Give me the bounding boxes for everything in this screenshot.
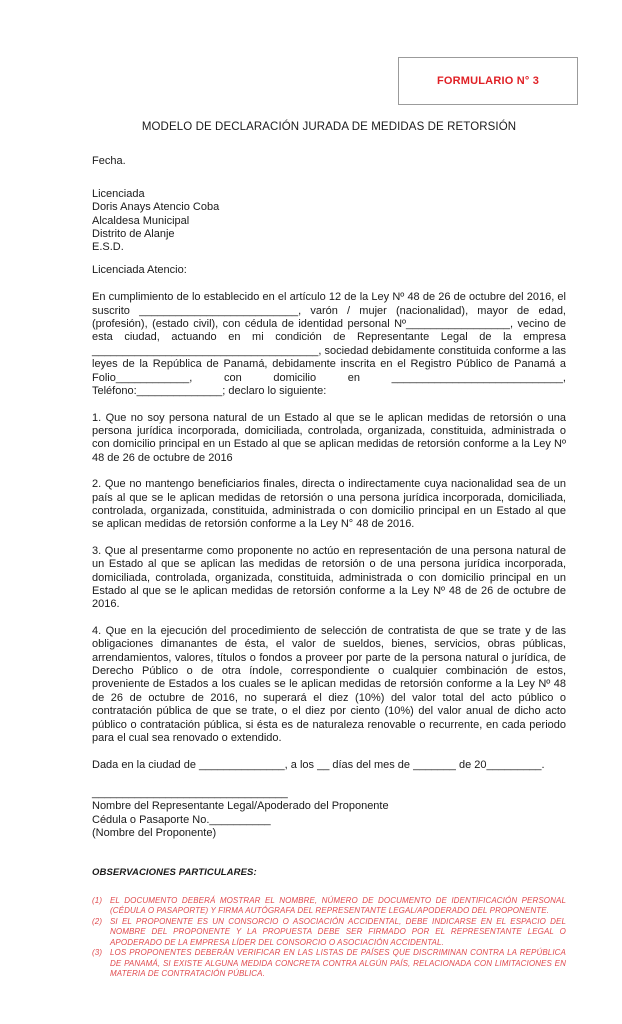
note-text: EL DOCUMENTO DEBERÁ MOSTRAR EL NOMBRE, NÚMERO DE DOCUMENTO DE IDENTIFICACIÓN PERSONAL (CÉDULA O PASAPORTE) Y FIRMA AUTÓGRAFA DEL REPRESENTANTE LEGAL/APODERADO DEL PROPONENTE. bbox=[110, 895, 566, 916]
recipient-line: Doris Anays Atencio Coba bbox=[92, 201, 220, 214]
closing-line: Dada en la ciudad de ______________, a los __ días del mes de _______ de 20_________. bbox=[92, 759, 545, 772]
note-text: SI EL PROPONENTE ES UN CONSORCIO O ASOCIACIÓN ACCIDENTAL, DEBE INDICARSE EN EL ESPACIO DEL NOMBRE DEL PROPONENTE Y LA PROPUESTA DEBE SER FIRMADO POR EL REPRESENTANTE LEGAL O APODERADO DE LA EMPRESA LÍDER DEL CONSORCIO O ASOCIACIÓN ACCIDENTAL. bbox=[110, 916, 566, 947]
note-number: (3) bbox=[92, 948, 103, 958]
note-number: (1) bbox=[92, 895, 103, 905]
declaration-paragraph-4: 4. Que en la ejecución del procedimiento de selección de contratista de que se trate y de las obligaciones dimanantes de ésta, el valor de sueldos, bienes, servicios, obras públicas, arrendamientos, valores, títulos o fondos a proveer por parte de la persona natural o jurídica, de Derecho Público o de otra índole, correspondiente o cualquier combinación de estos, proveniente de Estados a los cuales se le aplican medidas de retorsión conforme a la Ley Nº 48 de 26 de octubre de 2016, no superará el diez (10%) del valor total del acto público o contratación pública de que se trate, o el diez por ciento (10%) del valor anual de dicho acto público o contratación pública, si ésta es de naturaleza renovable o recurrente, en cada periodo para el cual sea renovado o extendido. bbox=[92, 624, 566, 745]
observations-notes bbox=[92, 896, 566, 980]
document-title: MODELO DE DECLARACIÓN JURADA DE MEDIDAS DE RETORSIÓN bbox=[141, 121, 517, 133]
recipient-block bbox=[92, 188, 566, 255]
observations-heading: OBSERVACIONES PARTICULARES: bbox=[92, 867, 257, 879]
observation-note bbox=[92, 896, 566, 917]
recipient-line: E.S.D. bbox=[92, 241, 124, 254]
signature-id-label: Cédula o Pasaporte No.__________ bbox=[92, 813, 271, 826]
note-number: (2) bbox=[92, 916, 103, 926]
recipient-line: Distrito de Alanje bbox=[92, 228, 175, 241]
intro-paragraph: En cumplimiento de lo establecido en el artículo 12 de la Ley Nº 48 de 26 de octubre del 2016, el suscrito __________________________, varón / mujer (nacionalidad), mayor de edad, (profesión), (estado civil), con cédula de identidad personal Nº_________________, vecino de esta ciudad, actuando en mi condición de Representante Legal de la empresa _____________________________________, sociedad debidamente constituida conforme a las leyes de la República de Panamá, debidamente inscrita en el Registro Público de Panamá a Folio____________, con domicilio en ____________________________, Teléfono:______________; declaro lo siguiente: bbox=[92, 291, 567, 398]
recipient-line: Alcaldesa Municipal bbox=[92, 214, 190, 227]
note-text: LOS PROPONENTES DEBERÁN VERIFICAR EN LAS LISTAS DE PAÍSES QUE DISCRIMINAN CONTRA LA REPÚBLICA DE PANAMÁ, SI EXISTE ALGUNA MEDIDA CONCRETA CONTRA ALGÚN PAÍS, RELACIONADA CON LIMITACIONES EN MATERIA DE CONTRATACIÓN PÚBLICA. bbox=[110, 948, 566, 979]
recipient-line: Licenciada bbox=[92, 187, 145, 200]
declaration-paragraph-1: 1. Que no soy persona natural de un Estado al que se le aplican medidas de retorsión o una persona jurídica incorporada, domiciliada, controlada, organizada, constituida, administrada o con domicilio principal en un Estado al que se aplican medidas de retorsión conforme a la Ley Nº 48 de 26 de octubre de 2016 bbox=[92, 411, 566, 464]
form-number-label: FORMULARIO N° 3 bbox=[436, 75, 540, 87]
declaration-paragraph-3: 3. Que al presentarme como proponente no actúo en representación de una persona natural de un Estado al que se aplican las medidas de retorsión o de una persona jurídica incorporada, domiciliada, controlada, organizada, constituida, administrada o con domicilio principal en un Estado al que se le aplican medidas de retorsión conforme a la Ley Nº 48 de 26 de octubre de 2016. bbox=[92, 544, 566, 611]
signature-proponent-label: (Nombre del Proponente) bbox=[92, 827, 217, 840]
declaration-paragraph-2: 2. Que no mantengo beneficiarios finales, directa o indirectamente cuya nacionalidad sea de un país al que se le aplican medidas de retorsión o una persona jurídica incorporada, domiciliada, controlada, organizada, constituida, administrada o con domicilio principal en un Estado al que se aplican medidas de retorsión conforme a la Ley N° 48 de 2016. bbox=[92, 478, 566, 531]
form-number-box bbox=[398, 57, 578, 105]
observation-note bbox=[92, 917, 566, 949]
observation-note bbox=[92, 948, 566, 980]
date-line: Fecha. bbox=[92, 155, 126, 168]
signature-name-label: Nombre del Representante Legal/Apoderado del Proponente bbox=[92, 800, 389, 813]
signature-rule: ________________________________ bbox=[92, 786, 288, 799]
salutation: Licenciada Atencio: bbox=[92, 263, 187, 276]
signature-block bbox=[92, 787, 566, 841]
